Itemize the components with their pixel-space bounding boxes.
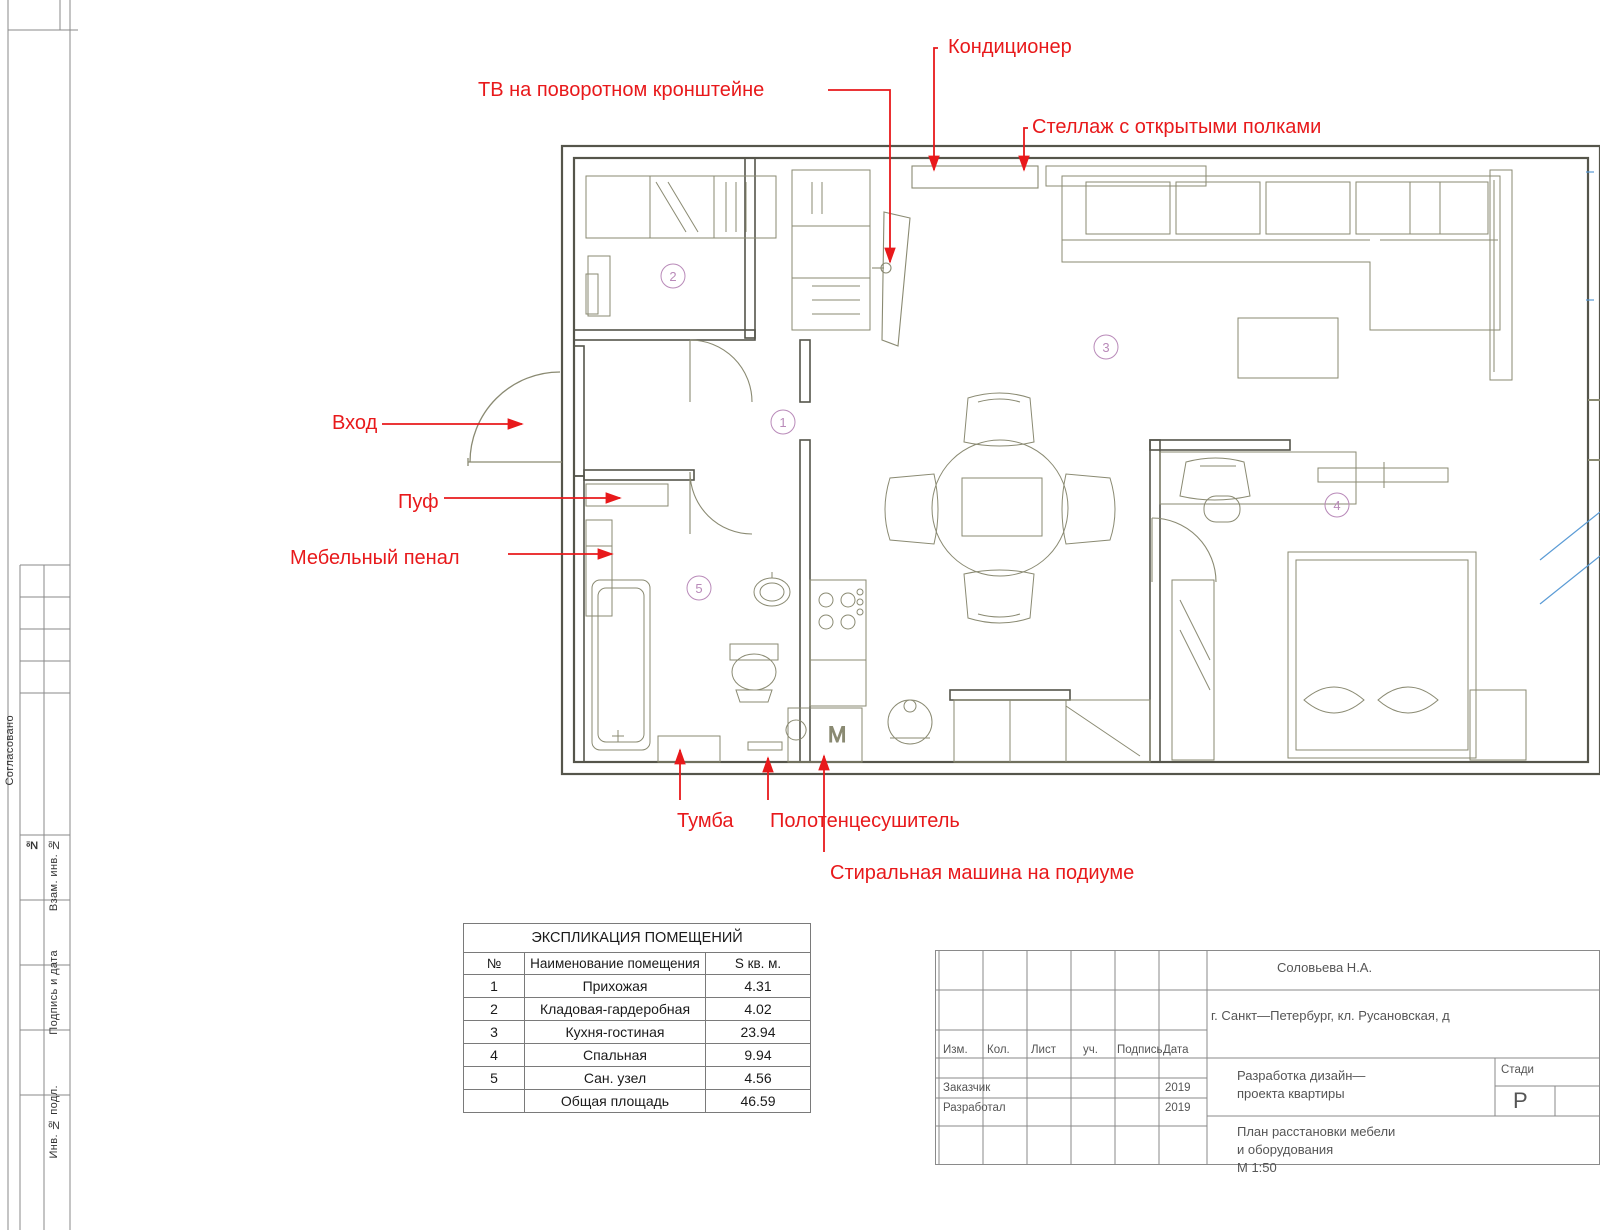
room-num: 3 [464, 1021, 525, 1044]
tb-customer-date: 2019 [1165, 1082, 1191, 1094]
tb-developer-date: 2019 [1165, 1102, 1191, 1114]
room-num: 1 [464, 975, 525, 998]
svg-text:2: 2 [669, 269, 677, 284]
room-name: Прихожая [525, 975, 706, 998]
tb-developer-label: Разработал [943, 1102, 1006, 1114]
callout-conditioner: Кондиционер [948, 36, 1072, 58]
callout-cabinet: Мебельный пенал [290, 547, 460, 569]
total-label: Общая площадь [525, 1090, 706, 1113]
explication-table [463, 923, 811, 1113]
tb-col-podpis: Подпись [1117, 1044, 1163, 1056]
tb-scale: М 1:50 [1237, 1160, 1277, 1175]
svg-text:М: М [828, 722, 847, 747]
tb-author: Соловьева Н.А. [1277, 960, 1373, 975]
callout-towel-dryer: Полотенцесушитель [770, 810, 960, 832]
tb-sheet-title-1: План расстановки мебели [1237, 1124, 1396, 1139]
side-stamp-podpis-data: Подпись и дата [48, 950, 60, 1035]
explication-header-area: S кв. м. [706, 953, 811, 975]
explication-header-name: Наименование помещения [525, 953, 706, 975]
table-row [464, 1044, 811, 1067]
room-num: 4 [464, 1044, 525, 1067]
tb-col-uch: уч. [1083, 1044, 1098, 1056]
explication-header-row [464, 953, 811, 975]
callout-tv-bracket: ТВ на поворотном кронштейне [478, 79, 765, 101]
explication-title: ЭКСПЛИКАЦИЯ ПОМЕЩЕНИЙ [464, 924, 811, 953]
callout-pouf: Пуф [398, 491, 439, 513]
tb-project-line2: проекта квартиры [1237, 1086, 1345, 1101]
tb-address: г. Санкт—Петербург, кл. Русановская, д [1211, 1008, 1450, 1023]
svg-text:3: 3 [1102, 340, 1110, 355]
tb-stage-value: Р [1513, 1088, 1528, 1113]
table-row [464, 1021, 811, 1044]
callout-washing-machine: Стиральная машина на подиуме [830, 862, 1135, 884]
tb-customer-label: Заказчик [943, 1082, 991, 1094]
svg-text:1: 1 [779, 415, 787, 430]
total-empty [464, 1090, 525, 1113]
table-row [464, 1067, 811, 1090]
room-name: Кухня-гостиная [525, 1021, 706, 1044]
explication-title-row [464, 924, 811, 953]
table-row [464, 975, 811, 998]
side-stamp-vzam-inv: Взам. инв. № [48, 838, 60, 912]
room-area: 4.56 [706, 1067, 811, 1090]
callout-shelving: Стеллаж с открытыми полками [1032, 116, 1322, 138]
tb-sheet-title-2: и оборудования [1237, 1142, 1334, 1157]
tb-stage-label: Стади [1501, 1064, 1534, 1076]
room-area: 4.31 [706, 975, 811, 998]
room-area: 23.94 [706, 1021, 811, 1044]
room-area: 9.94 [706, 1044, 811, 1067]
title-block [935, 950, 1600, 1175]
svg-text:5: 5 [695, 581, 703, 596]
side-stamp-number: № [26, 838, 38, 851]
room-name: Спальная [525, 1044, 706, 1067]
side-stamp-inv-no: Инв. № подл. [48, 1085, 60, 1159]
tb-project-line1: Разработка дизайн— [1237, 1068, 1366, 1083]
explication-header-num: № [464, 953, 525, 975]
room-area: 4.02 [706, 998, 811, 1021]
side-stamp-soglasovano: Согласовано [4, 715, 16, 786]
tb-col-data: Дата [1163, 1044, 1189, 1056]
room-name: Сан. узел [525, 1067, 706, 1090]
table-row [464, 998, 811, 1021]
tb-col-izm: Изм. [943, 1044, 968, 1056]
room-num: 5 [464, 1067, 525, 1090]
room-name: Кладовая-гардеробная [525, 998, 706, 1021]
total-row [464, 1090, 811, 1113]
total-value: 46.59 [706, 1090, 811, 1113]
tb-col-list: Лист [1031, 1044, 1056, 1056]
callout-entrance: Вход [332, 412, 378, 434]
svg-text:4: 4 [1333, 498, 1341, 513]
room-num: 2 [464, 998, 525, 1021]
callout-nightstand: Тумба [677, 810, 734, 832]
tb-col-kol: Кол. [987, 1044, 1010, 1056]
